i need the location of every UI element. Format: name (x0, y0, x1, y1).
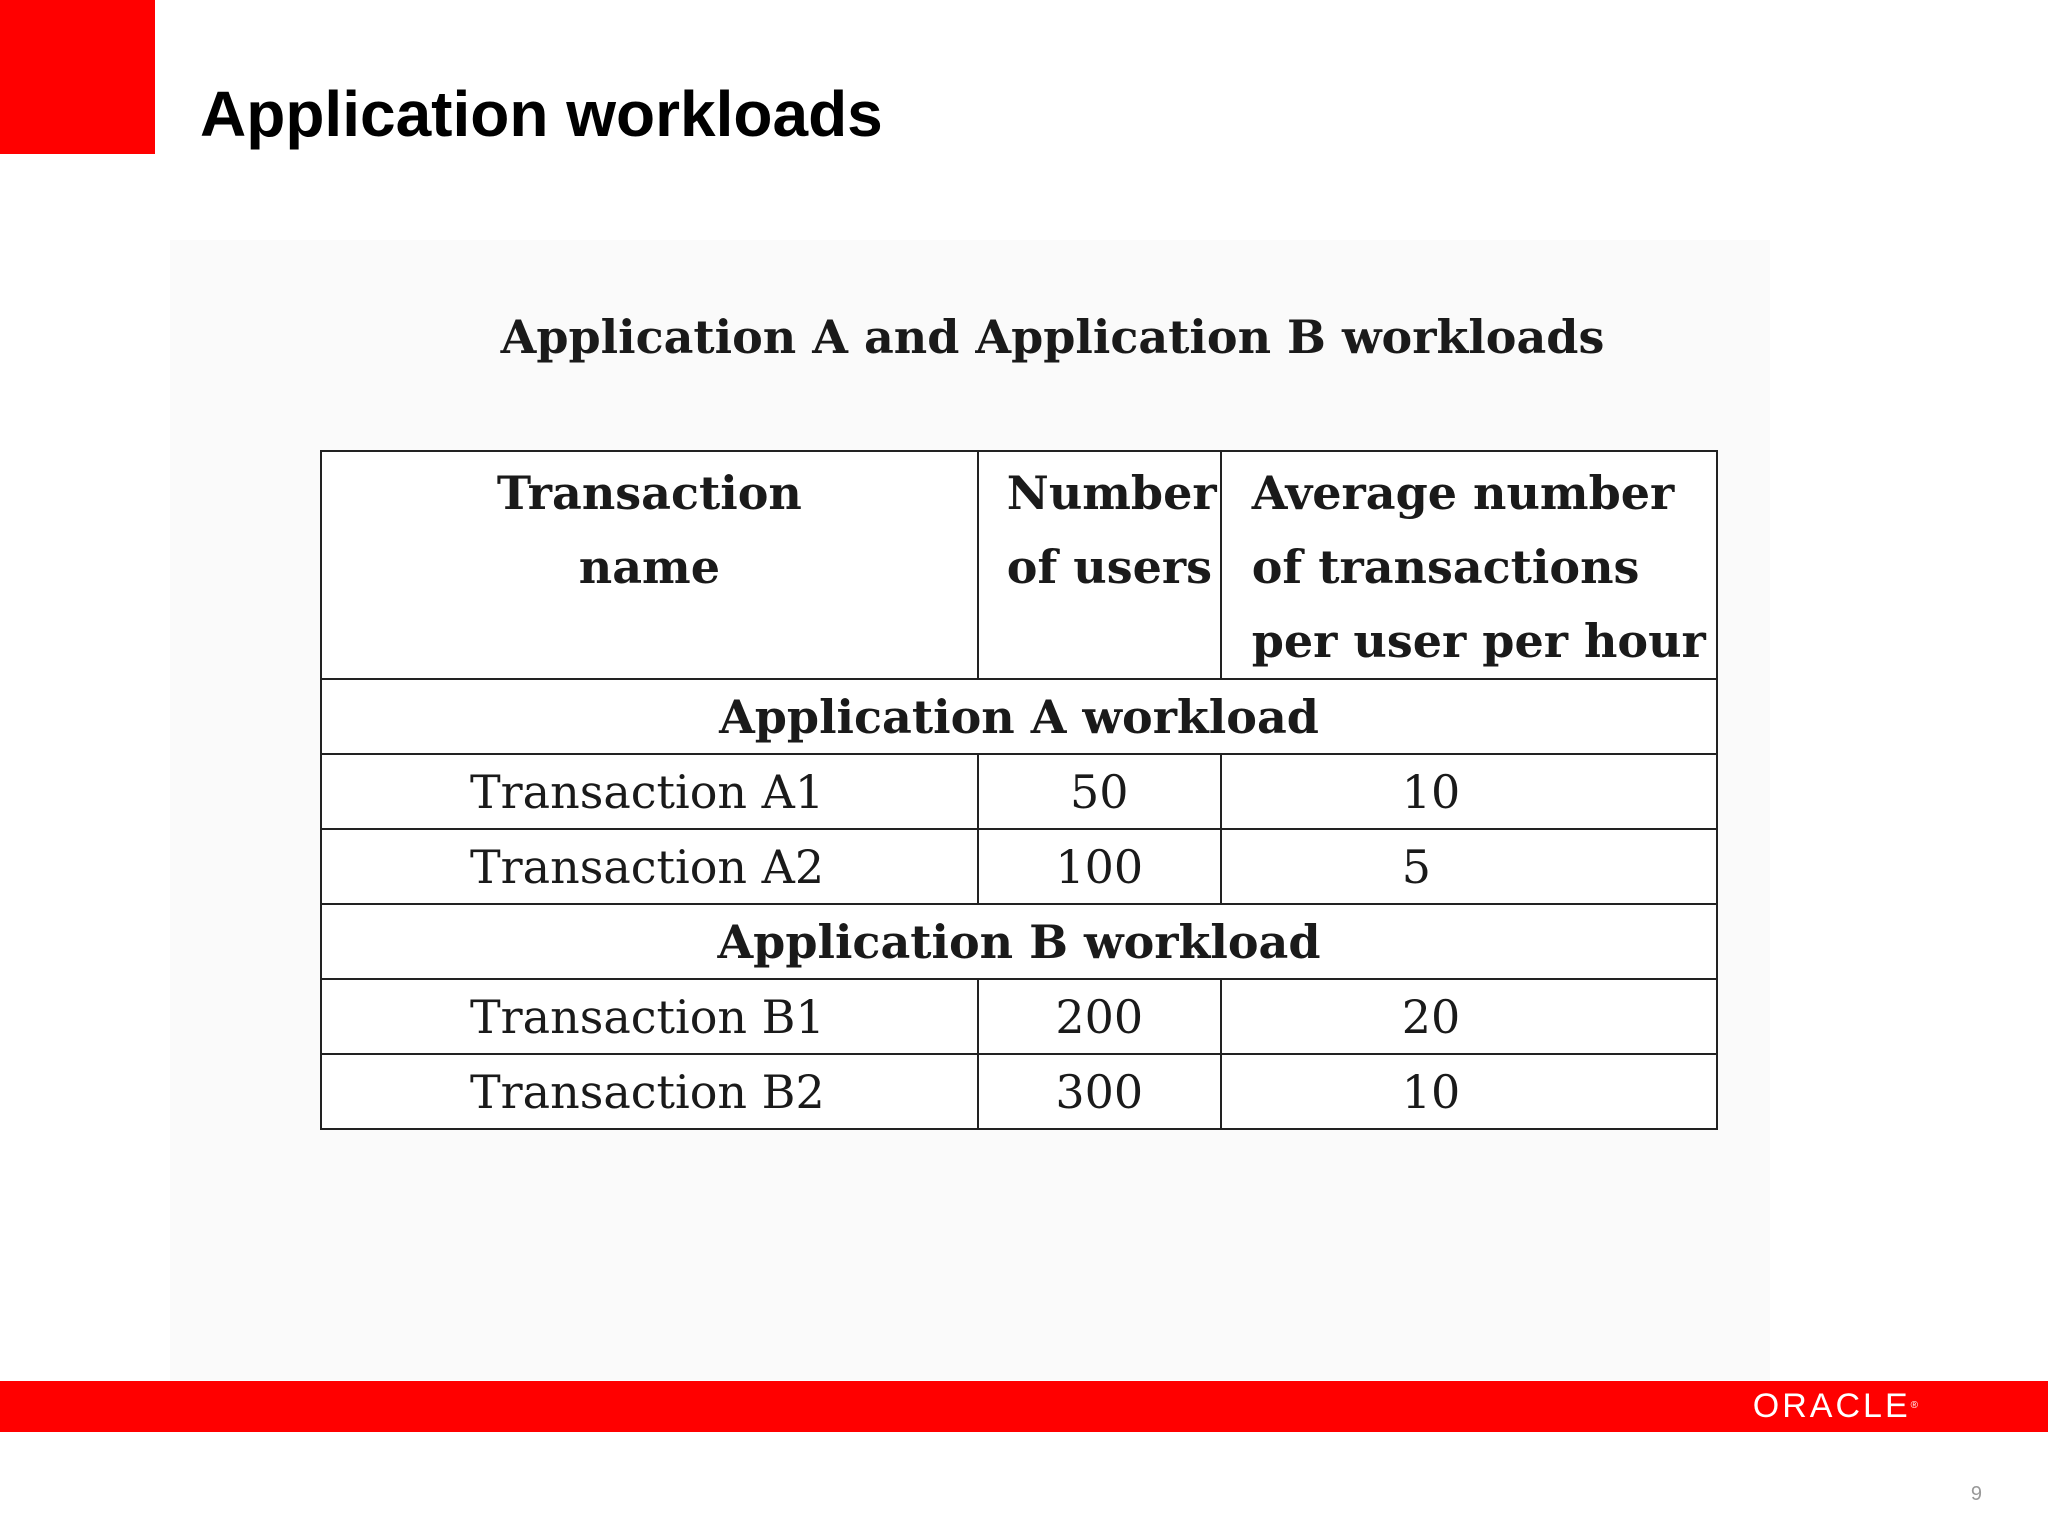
header-name-line: Transaction (496, 466, 802, 520)
section-label: Application A workload (321, 679, 1717, 754)
cell-transaction-name: Transaction A1 (321, 754, 978, 829)
header-name-line: name (578, 540, 720, 594)
table-row (321, 979, 1717, 1054)
cell-transaction-name: Transaction A2 (321, 829, 978, 904)
table-row (321, 829, 1717, 904)
header-users-line: Number (1006, 466, 1217, 520)
page-number: 9 (1970, 1483, 1982, 1505)
cell-average-transactions: 10 (1221, 754, 1717, 829)
cell-number-of-users: 100 (978, 829, 1221, 904)
section-label: Application B workload (321, 904, 1717, 979)
table-row (321, 1054, 1717, 1129)
oracle-logo: ORACLE® (1752, 1387, 1918, 1425)
header-number-of-users (978, 451, 1221, 679)
cell-number-of-users: 200 (978, 979, 1221, 1054)
header-avg-line: of transactions (1251, 540, 1640, 594)
header-users-line: of users (1006, 540, 1212, 594)
cell-average-transactions: 5 (1221, 829, 1717, 904)
workload-table (320, 450, 1718, 1130)
header-avg-line: Average number (1251, 466, 1675, 520)
header-average-transactions (1221, 451, 1717, 679)
cell-transaction-name: Transaction B1 (321, 979, 978, 1054)
header-transaction-name (321, 451, 978, 679)
table-caption: Application A and Application B workloads (500, 310, 1605, 364)
section-row (321, 904, 1717, 979)
footer-bar (0, 1381, 2048, 1432)
table-header-row (321, 451, 1717, 679)
cell-average-transactions: 10 (1221, 1054, 1717, 1129)
cell-transaction-name: Transaction B2 (321, 1054, 978, 1129)
cell-number-of-users: 50 (978, 754, 1221, 829)
cell-average-transactions: 20 (1221, 979, 1717, 1054)
section-row (321, 679, 1717, 754)
header-avg-line: per user per hour (1251, 614, 1706, 668)
slide-title: Application workloads (200, 78, 883, 150)
table-row (321, 754, 1717, 829)
cell-number-of-users: 300 (978, 1054, 1221, 1129)
corner-accent-block (0, 0, 155, 154)
